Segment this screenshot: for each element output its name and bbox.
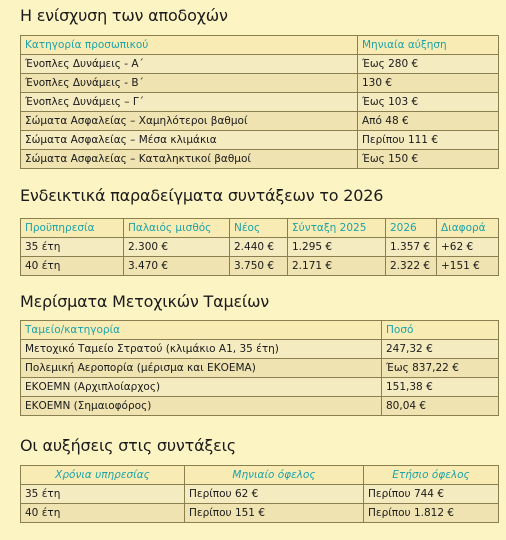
cell-category: Σώματα Ασφαλείας – Καταληκτικοί βαθμοί (21, 150, 358, 169)
table-row (21, 238, 499, 257)
column-header-category: Κατηγορία προσωπικού (21, 36, 358, 55)
table-row (21, 112, 499, 131)
cell-amount: Έως 837,22 € (382, 359, 499, 378)
cell-amount: Από 48 € (358, 112, 499, 131)
cell-amount: 247,32 € (382, 340, 499, 359)
section-title-dividends: Μερίσματα Μετοχικών Ταμείων (20, 292, 270, 311)
table-row (21, 74, 499, 93)
cell-2026: 1.357 € (386, 238, 437, 257)
table-pension-examples (20, 218, 499, 276)
cell-category: Ένοπλες Δυνάμεις – Γ΄ (21, 93, 358, 112)
table-pension-increases (20, 465, 499, 523)
table-header-row (21, 36, 499, 55)
cell-amount: Περίπου 111 € (358, 131, 499, 150)
column-header-amount: Ποσό (382, 321, 499, 340)
cell-amount: Έως 150 € (358, 150, 499, 169)
column-header-fund: Ταμείο/κατηγορία (21, 321, 382, 340)
table-row (21, 340, 499, 359)
table-row (21, 93, 499, 112)
cell-years: 40 έτη (21, 504, 185, 523)
section-title-pension-examples: Ενδεικτικά παραδείγματα συντάξεων το 2026 (20, 186, 384, 205)
table-row (21, 359, 499, 378)
section-title-pension-increases: Οι αυξήσεις στις συντάξεις (20, 436, 236, 455)
table-row (21, 485, 499, 504)
cell-2026: 2.322 € (386, 257, 437, 276)
cell-new: 2.440 € (230, 238, 288, 257)
cell-amount: Έως 280 € (358, 55, 499, 74)
cell-difference: +151 € (437, 257, 499, 276)
table-header-row (21, 321, 499, 340)
cell-fund: Πολεμική Αεροπορία (μέρισμα και ΕΚΟΕΜΑ) (21, 359, 382, 378)
table-row (21, 55, 499, 74)
cell-fund: ΕΚΟΕΜΝ (Σημαιοφόρος) (21, 397, 382, 416)
cell-pension-2025: 2.171 € (288, 257, 386, 276)
table-row (21, 150, 499, 169)
cell-amount: 151,38 € (382, 378, 499, 397)
table-header-row (21, 219, 499, 238)
column-header-old-salary: Παλαιός μισθός (124, 219, 230, 238)
cell-amount: 80,04 € (382, 397, 499, 416)
column-header-service: Προϋπηρεσία (21, 219, 124, 238)
cell-difference: +62 € (437, 238, 499, 257)
table-row (21, 378, 499, 397)
cell-category: Σώματα Ασφαλείας – Χαμηλότεροι βαθμοί (21, 112, 358, 131)
column-header-difference: Διαφορά (437, 219, 499, 238)
cell-fund: Μετοχικό Ταμείο Στρατού (κλιμάκιο Α1, 35 έτη) (21, 340, 382, 359)
cell-category: Ένοπλες Δυνάμεις - Β΄ (21, 74, 358, 93)
table-row (21, 257, 499, 276)
cell-category: Ένοπλες Δυνάμεις - Α΄ (21, 55, 358, 74)
column-header-2026: 2026 (386, 219, 437, 238)
column-header-monthly-benefit: Μηνιαίο όφελος (185, 466, 364, 485)
column-header-new: Νέος (230, 219, 288, 238)
cell-years: 35 έτη (21, 485, 185, 504)
column-header-pension-2025: Σύνταξη 2025 (288, 219, 386, 238)
section-title-salary-increase: Η ενίσχυση των αποδοχών (20, 6, 228, 25)
cell-annual: Περίπου 744 € (364, 485, 499, 504)
cell-new: 3.750 € (230, 257, 288, 276)
cell-amount: 130 € (358, 74, 499, 93)
column-header-monthly-increase: Μηνιαία αύξηση (358, 36, 499, 55)
cell-old-salary: 3.470 € (124, 257, 230, 276)
cell-annual: Περίπου 1.812 € (364, 504, 499, 523)
cell-monthly: Περίπου 151 € (185, 504, 364, 523)
cell-pension-2025: 1.295 € (288, 238, 386, 257)
cell-service: 40 έτη (21, 257, 124, 276)
cell-monthly: Περίπου 62 € (185, 485, 364, 504)
table-row (21, 504, 499, 523)
table-row (21, 397, 499, 416)
table-header-row (21, 466, 499, 485)
column-header-annual-benefit: Ετήσιο όφελος (364, 466, 499, 485)
table-row (21, 131, 499, 150)
cell-service: 35 έτη (21, 238, 124, 257)
cell-amount: Έως 103 € (358, 93, 499, 112)
column-header-years-of-service: Χρόνια υπηρεσίας (21, 466, 185, 485)
cell-old-salary: 2.300 € (124, 238, 230, 257)
cell-category: Σώματα Ασφαλείας – Μέσα κλιμάκια (21, 131, 358, 150)
cell-fund: ΕΚΟΕΜΝ (Αρχιπλοίαρχος) (21, 378, 382, 397)
table-salary-increase (20, 35, 499, 169)
table-dividends (20, 320, 499, 416)
